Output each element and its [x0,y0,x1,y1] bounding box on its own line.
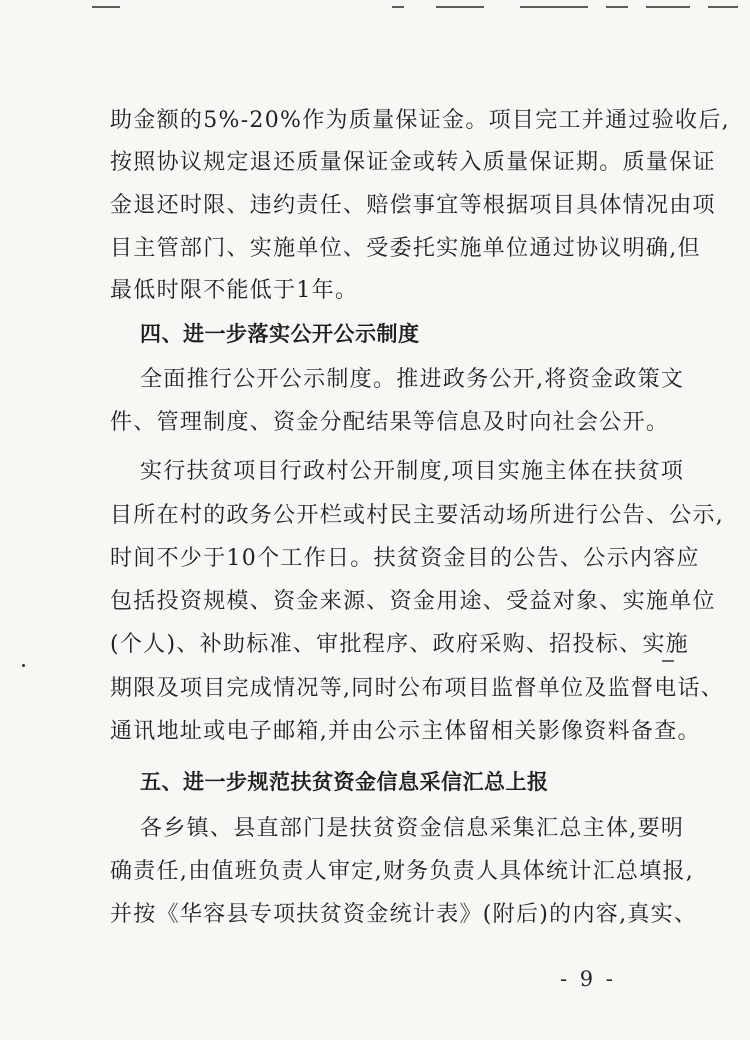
scan-mark-top-6 [646,6,690,8]
scan-mark-top-1 [92,6,120,8]
scan-mark-top-4 [520,6,588,8]
body-text-line: 期限及项目完成情况等,同时公布项目监督单位及监督电话、 [110,676,725,701]
body-text-line: 确责任,由值班负责人审定,财务负责人具体统计汇总填报, [110,859,695,884]
body-text-line: (个人)、补助标准、审批程序、政府采购、招投标、实施 [110,632,689,657]
body-text-line: 时间不少于10个工作日。扶贫资金目的公告、公示内容应 [110,546,700,571]
body-text-line: 最低时限不能低于1年。 [110,278,359,303]
body-text-line: 金退还时限、违约责任、赔偿事宜等根据项目具体情况由项 [110,193,716,218]
scan-mark-top-7 [708,6,738,8]
body-text-line: 件、管理制度、资金分配结果等信息及时向社会公开。 [110,410,670,435]
body-text-line: 助金额的5%-20%作为质量保证金。项目完工并通过验收后, [110,108,730,133]
scan-mark-top-3 [436,6,484,8]
scan-speck-left [22,664,25,667]
body-text-line: 各乡镇、县直部门是扶贫资金信息采集汇总主体,要明 [140,816,685,841]
body-text-line: 目主管部门、实施单位、受委托实施单位通过协议明确,但 [110,236,701,261]
body-text-line: 目所在村的政务公开栏或村民主要活动场所进行公告、公示, [110,503,725,528]
body-text-line: 按照协议规定退还质量保证金或转入质量保证期。质量保证 [110,150,716,175]
scan-mark-top-2 [392,6,404,8]
body-text-line: 包括投资规模、资金来源、资金用途、受益对象、实施单位 [110,589,716,614]
section-heading-5: 五、进一步规范扶贫资金信息采信汇总上报 [140,770,549,794]
body-text-line: 实行扶贫项目行政村公开制度,项目实施主体在扶贫项 [140,459,685,484]
scan-mark-top-5 [606,6,628,8]
page-number: - 9 - [560,967,616,991]
body-text-line: 通讯地址或电子邮箱,并由公示主体留相关影像资料备查。 [110,719,701,744]
body-text-line: 并按《华容县专项扶贫资金统计表》(附后)的内容,真实、 [110,902,698,927]
body-text-line: 全面推行公开公示制度。推进政务公开,将资金政策文 [140,367,685,392]
section-heading-4: 四、进一步落实公开公示制度 [140,322,420,346]
scan-speck-right [662,660,674,662]
